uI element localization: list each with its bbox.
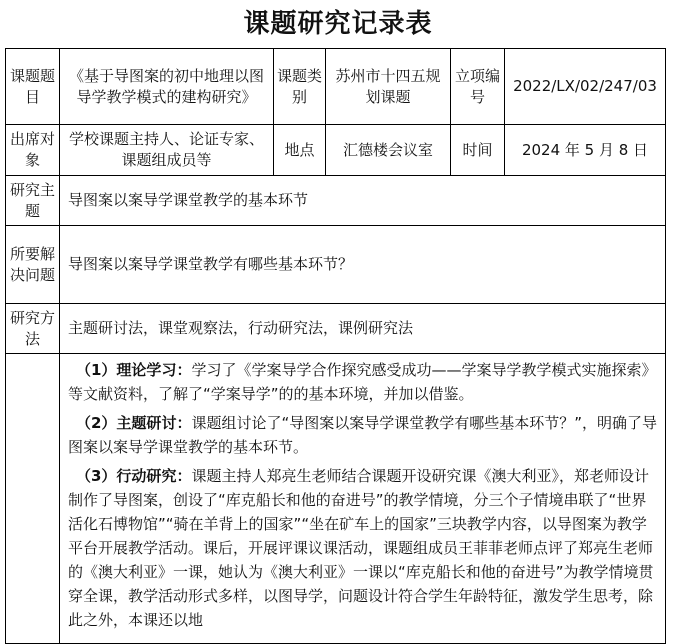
- process-content: [60, 354, 666, 644]
- process-text-2: 课题组讨论了“导图案以案导学课堂教学有哪些基本环节？”，明确了导图案以案导学课堂教学的基本环节。: [68, 414, 657, 456]
- process-paragraph-3: [68, 464, 659, 632]
- process-heading-1: （1）理论学习：: [76, 361, 192, 379]
- problem-value: 导图案以案导学课堂教学有哪些基本环节？: [60, 226, 666, 304]
- method-value: 主题研讨法，课堂观察法，行动研究法，课例研究法: [60, 304, 666, 354]
- table-row: [6, 304, 666, 354]
- project-no-value: 2022/LX/02/247/03: [505, 49, 666, 125]
- page-title: 课题研究记录表: [243, 9, 433, 39]
- category-value: 苏州市十四五规划课题: [326, 49, 451, 125]
- process-heading-3: （3）行动研究：: [76, 467, 192, 485]
- theme-value: 导图案以案导学课堂教学的基本环节: [60, 176, 666, 226]
- category-label: 课题类别: [274, 49, 326, 125]
- table-row: [6, 125, 666, 176]
- project-no-label: 立项编号: [451, 49, 505, 125]
- table-row: [6, 49, 666, 125]
- location-value: 汇德楼会议室: [326, 125, 451, 176]
- attendees-value: 学校课题主持人、论证专家、课题组成员等: [60, 125, 274, 176]
- table-row: [6, 226, 666, 304]
- process-heading-2: （2）主题研讨：: [76, 414, 192, 432]
- theme-label: 研究主题: [6, 176, 60, 226]
- table-row: [6, 176, 666, 226]
- attendees-label: 出席对象: [6, 125, 60, 176]
- process-label: [6, 354, 60, 644]
- method-label: 研究方法: [6, 304, 60, 354]
- problem-label: 所要解决问题: [6, 226, 60, 304]
- table-row: [6, 354, 666, 644]
- process-text-1: 学习了《学案导学合作探究感受成功——学案导学教学模式实施探索》等文献资料，了解了“学案导学”的的基本环境，并加以借鉴。: [68, 361, 657, 403]
- topic-label: 课题题目: [6, 49, 60, 125]
- topic-value: 《基于导图案的初中地理以图导学教学模式的建构研究》: [60, 49, 274, 125]
- process-paragraph-2: [68, 411, 659, 459]
- time-value: 2024 年 5 月 8 日: [505, 125, 666, 176]
- process-paragraph-1: [68, 358, 659, 406]
- location-label: 地点: [274, 125, 326, 176]
- record-table: [5, 48, 666, 644]
- process-text-3: 课题主持人郑亮生老师结合课题开设研究课《澳大利亚》，郑老师设计制作了导图案，创设了“库克船长和他的奋进号”的教学情境，分三个子情境串联了“世界活化石博物馆”“骑在羊背上的国家”“坐在矿车上的国家”三块教学内容，以导图案为教学平台开展教学活动。课后，开展评课议课活动，课题组成员王菲菲老师点评了郑亮生老师的《澳大利亚》一课，她认为《澳大利亚》一课以“库克船长和他的奋进号”为教学情境贯穿全课，教学活动形式多样，以图导学，问题设计符合学生年龄特征，激发学生思考，除此之外，本课还以地: [68, 467, 654, 629]
- time-label: 时间: [451, 125, 505, 176]
